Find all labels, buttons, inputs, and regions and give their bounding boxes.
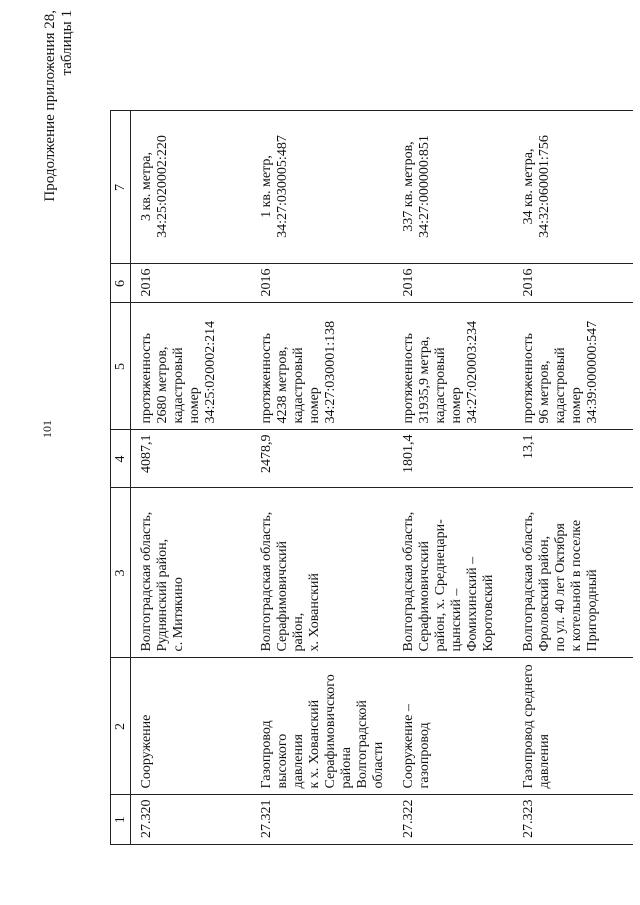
- property-table: [110, 111, 633, 846]
- object-value: 4087,1: [131, 430, 251, 488]
- object-name: Газопровод высокого давления к х. Хованский Серафимовичского района Волгоградской области: [251, 658, 393, 795]
- object-location: Волгоградская область, Серафимовичский район, х. Среднецари- цынский – Фомихинский – Коротовский: [393, 488, 513, 658]
- column-number-row: [111, 111, 131, 845]
- object-description: протяженность 31935,9 метра, кадастровый номер 34:27:020003:234: [393, 303, 513, 430]
- row-number: 27.320: [131, 795, 251, 845]
- continuation-note: Продолжение приложения 28, таблицы 1: [42, 10, 75, 202]
- table-row: [513, 111, 633, 845]
- object-description: протяженность 4238 метров, кадастровый номер 34:27:030001:138: [251, 303, 393, 430]
- table-body: [131, 111, 633, 845]
- page-number: 101: [40, 420, 54, 438]
- object-description: протяженность 96 метров, кадастровый номер 34:39:000000:547: [513, 303, 633, 430]
- object-description: протяженность 2680 метров, кадастровый номер 34:25:020002:214: [131, 303, 251, 430]
- object-year: 2016: [251, 264, 393, 303]
- table-row: [393, 111, 513, 845]
- object-land-plot: 3 кв. метра, 34:25:020002:220: [131, 111, 251, 264]
- object-year: 2016: [513, 264, 633, 303]
- col-header-6: 6: [111, 264, 131, 303]
- object-land-plot: 337 кв. метров, 34:27:000000:851: [393, 111, 513, 264]
- col-header-7: 7: [111, 111, 131, 264]
- row-number: 27.321: [251, 795, 393, 845]
- col-header-1: 1: [111, 795, 131, 845]
- object-name: Сооружение: [131, 658, 251, 795]
- col-header-2: 2: [111, 658, 131, 795]
- object-year: 2016: [131, 264, 251, 303]
- col-header-5: 5: [111, 303, 131, 430]
- object-year: 2016: [393, 264, 513, 303]
- object-value: 2478,9: [251, 430, 393, 488]
- object-location: Волгоградская область, Руднянский район, с. Митякино: [131, 488, 251, 658]
- object-land-plot: 1 кв. метр, 34:27:030005:487: [251, 111, 393, 264]
- col-header-3: 3: [111, 488, 131, 658]
- object-value: 13,1: [513, 430, 633, 488]
- object-name: Сооружение – газопровод: [393, 658, 513, 795]
- object-value: 1801,4: [393, 430, 513, 488]
- object-location: Волгоградская область, Серафимовичский район, х. Хованский: [251, 488, 393, 658]
- object-location: Волгоградская область, Фроловский район, по ул. 40 лет Октября к котельной в поселке Пригородный: [513, 488, 633, 658]
- row-number: 27.322: [393, 795, 513, 845]
- object-name: Газопровод среднего давления: [513, 658, 633, 795]
- table-row: [131, 111, 251, 845]
- row-number: 27.323: [513, 795, 633, 845]
- object-land-plot: 34 кв. метра, 34:32:060001:756: [513, 111, 633, 264]
- col-header-4: 4: [111, 430, 131, 488]
- table-row: [251, 111, 393, 845]
